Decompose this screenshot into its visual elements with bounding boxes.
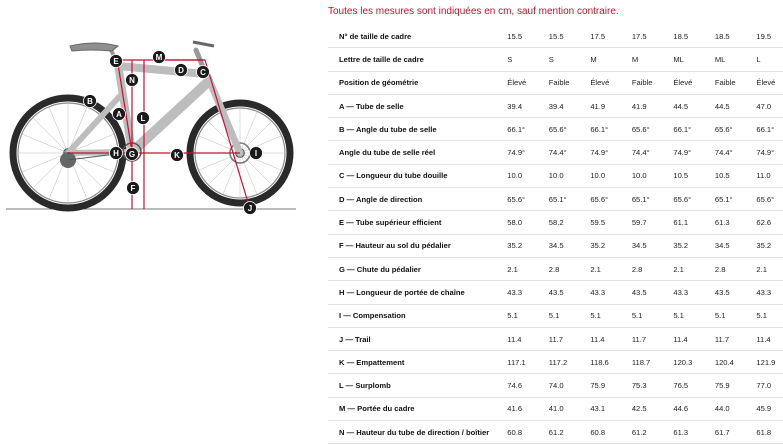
svg-text:G: G — [128, 150, 136, 159]
row-value: 65.6° — [590, 188, 632, 211]
row-value: 65.6° — [756, 188, 783, 211]
row-label: Angle du tube de selle réel — [328, 141, 507, 164]
row-value: 117.2 — [549, 351, 591, 374]
row-value: M — [632, 48, 674, 71]
row-value: 66.1° — [673, 118, 715, 141]
row-value: 43.5 — [715, 281, 757, 304]
svg-text:B: B — [87, 97, 93, 106]
row-value: 10.5 — [673, 164, 715, 187]
row-value: 75.3 — [632, 374, 674, 397]
row-label: M — Portée du cadre — [328, 397, 507, 420]
row-value: 2.8 — [549, 257, 591, 280]
row-value: 41.9 — [632, 94, 674, 117]
row-value: 5.1 — [590, 304, 632, 327]
geometry-row — [328, 48, 783, 71]
row-value: 11.0 — [756, 164, 783, 187]
geometry-row — [328, 397, 783, 420]
svg-text:A: A — [116, 110, 122, 119]
row-label: D — Angle de direction — [328, 188, 507, 211]
row-value: 75.9 — [715, 374, 757, 397]
row-label: K — Empattement — [328, 351, 507, 374]
geometry-row — [328, 351, 783, 374]
geometry-table — [328, 25, 783, 444]
row-value: 121.9 — [756, 351, 783, 374]
row-value: 39.4 — [549, 94, 591, 117]
row-value: L — [756, 48, 783, 71]
svg-text:F: F — [130, 184, 136, 193]
row-value: 2.8 — [632, 257, 674, 280]
row-value: 11.7 — [549, 327, 591, 350]
row-value: 74.9° — [756, 141, 783, 164]
svg-text:L: L — [140, 114, 146, 123]
row-value: 120.3 — [673, 351, 715, 374]
row-value: 5.1 — [756, 304, 783, 327]
row-value: 34.5 — [632, 234, 674, 257]
row-value: 43.3 — [507, 281, 549, 304]
row-value: 61.7 — [715, 421, 757, 444]
row-value: 35.2 — [507, 234, 549, 257]
row-value: 74.0 — [549, 374, 591, 397]
svg-text:K: K — [174, 151, 180, 160]
row-value: 76.5 — [673, 374, 715, 397]
marker-e — [110, 55, 123, 68]
row-value: 61.3 — [673, 421, 715, 444]
geometry-row — [328, 25, 783, 48]
row-value: 18.5 — [673, 25, 715, 48]
measurement-note: Toutes les mesures sont indiquées en cm, sauf mention contraire. — [328, 6, 619, 17]
row-value: 34.5 — [549, 234, 591, 257]
geometry-row — [328, 281, 783, 304]
row-value: 74.4° — [632, 141, 674, 164]
marker-h — [110, 147, 123, 160]
geometry-row — [328, 421, 783, 444]
row-value: Faible — [632, 71, 674, 94]
row-value: 117.1 — [507, 351, 549, 374]
row-value: 65.1° — [632, 188, 674, 211]
row-value: 39.4 — [507, 94, 549, 117]
row-label: A — Tube de selle — [328, 94, 507, 117]
row-value: 42.5 — [632, 397, 674, 420]
marker-d — [175, 64, 188, 77]
row-value: 10.0 — [590, 164, 632, 187]
row-label: N° de taille de cadre — [328, 25, 507, 48]
marker-i — [250, 147, 263, 160]
row-label: E — Tube supérieur efficient — [328, 211, 507, 234]
row-label: N — Hauteur du tube de direction / boîtier — [328, 421, 507, 444]
marker-b — [84, 95, 97, 108]
row-value: 44.5 — [673, 94, 715, 117]
row-value: 74.6 — [507, 374, 549, 397]
row-value: 41.0 — [549, 397, 591, 420]
row-value: 66.1° — [590, 118, 632, 141]
row-label: G — Chute du pédalier — [328, 257, 507, 280]
row-label: L — Surplomb — [328, 374, 507, 397]
row-value: 17.5 — [632, 25, 674, 48]
row-value: 2.8 — [715, 257, 757, 280]
marker-a — [113, 108, 126, 121]
row-label: C — Longueur du tube douille — [328, 164, 507, 187]
row-value: 45.9 — [756, 397, 783, 420]
geometry-row — [328, 374, 783, 397]
row-value: Élevé — [507, 71, 549, 94]
row-value: 59.7 — [632, 211, 674, 234]
geometry-row — [328, 327, 783, 350]
row-value: 35.2 — [756, 234, 783, 257]
row-value: 61.1 — [673, 211, 715, 234]
row-value: 65.6° — [507, 188, 549, 211]
row-value: S — [507, 48, 549, 71]
row-value: M — [590, 48, 632, 71]
row-value: 61.8 — [756, 421, 783, 444]
svg-text:J: J — [247, 204, 253, 213]
svg-text:H: H — [113, 149, 119, 158]
row-value: 59.5 — [590, 211, 632, 234]
row-value: 10.5 — [715, 164, 757, 187]
row-label: Lettre de taille de cadre — [328, 48, 507, 71]
geometry-row — [328, 234, 783, 257]
row-value: 61.2 — [632, 421, 674, 444]
row-value: ML — [715, 48, 757, 71]
row-value: 61.3 — [715, 211, 757, 234]
geometry-row — [328, 211, 783, 234]
row-value: 41.9 — [590, 94, 632, 117]
row-value: 2.1 — [673, 257, 715, 280]
geometry-row — [328, 141, 783, 164]
geometry-row — [328, 257, 783, 280]
row-value: 43.1 — [590, 397, 632, 420]
row-value: 15.5 — [549, 25, 591, 48]
marker-n — [126, 74, 139, 87]
row-value: 11.4 — [590, 327, 632, 350]
row-value: 74.9° — [590, 141, 632, 164]
row-value: 61.2 — [549, 421, 591, 444]
row-value: Élevé — [756, 71, 783, 94]
row-value: 5.1 — [549, 304, 591, 327]
row-value: 60.8 — [590, 421, 632, 444]
row-value: 5.1 — [673, 304, 715, 327]
row-label: Position de géométrie — [328, 71, 507, 94]
row-value: 5.1 — [632, 304, 674, 327]
geometry-row — [328, 188, 783, 211]
row-value: 74.9° — [507, 141, 549, 164]
row-value: Élevé — [590, 71, 632, 94]
row-value: 58.0 — [507, 211, 549, 234]
row-label: H — Longueur de portée de chaîne — [328, 281, 507, 304]
row-value: 43.5 — [632, 281, 674, 304]
row-label: I — Compensation — [328, 304, 507, 327]
row-value: 118.7 — [632, 351, 674, 374]
svg-text:C: C — [200, 68, 206, 77]
row-value: Faible — [715, 71, 757, 94]
row-value: 41.6 — [507, 397, 549, 420]
geometry-row — [328, 71, 783, 94]
row-value: S — [549, 48, 591, 71]
row-value: 5.1 — [507, 304, 549, 327]
row-value: 43.5 — [549, 281, 591, 304]
row-value: 120.4 — [715, 351, 757, 374]
row-value: 2.1 — [590, 257, 632, 280]
row-value: 35.2 — [673, 234, 715, 257]
row-value: 11.4 — [507, 327, 549, 350]
geometry-row — [328, 118, 783, 141]
row-value: Faible — [549, 71, 591, 94]
row-value: 65.6° — [549, 118, 591, 141]
marker-c — [197, 66, 210, 79]
row-value: 2.1 — [756, 257, 783, 280]
row-value: 74.4° — [549, 141, 591, 164]
svg-text:D: D — [178, 66, 184, 75]
geometry-row — [328, 164, 783, 187]
row-value: 11.4 — [673, 327, 715, 350]
row-value: 44.6 — [673, 397, 715, 420]
row-value: 35.2 — [590, 234, 632, 257]
marker-f — [127, 182, 140, 195]
row-value: 58.2 — [549, 211, 591, 234]
row-label: B — Angle du tube de selle — [328, 118, 507, 141]
row-value: 77.0 — [756, 374, 783, 397]
row-value: 62.6 — [756, 211, 783, 234]
row-value: 66.1° — [756, 118, 783, 141]
marker-j — [244, 202, 257, 215]
row-value: 5.1 — [715, 304, 757, 327]
marker-l — [137, 112, 150, 125]
row-value: 10.0 — [549, 164, 591, 187]
row-value: 10.0 — [507, 164, 549, 187]
row-value: 74.4° — [715, 141, 757, 164]
svg-text:E: E — [113, 57, 119, 66]
row-value: 65.6° — [715, 118, 757, 141]
row-value: 43.3 — [756, 281, 783, 304]
row-value: 47.0 — [756, 94, 783, 117]
row-value: 19.5 — [756, 25, 783, 48]
row-value: 2.1 — [507, 257, 549, 280]
marker-g — [126, 148, 139, 161]
row-value: 43.3 — [673, 281, 715, 304]
row-value: 11.4 — [756, 327, 783, 350]
row-value: 17.5 — [590, 25, 632, 48]
row-value: 65.1° — [715, 188, 757, 211]
row-value: 10.0 — [632, 164, 674, 187]
row-value: 75.9 — [590, 374, 632, 397]
row-value: 34.5 — [715, 234, 757, 257]
geometry-lines — [68, 60, 250, 209]
marker-k — [171, 149, 184, 162]
row-value: 65.6° — [632, 118, 674, 141]
geometry-row — [328, 94, 783, 117]
row-value: 11.7 — [632, 327, 674, 350]
row-value: 18.5 — [715, 25, 757, 48]
svg-text:N: N — [129, 76, 135, 85]
marker-m — [153, 51, 166, 64]
row-value: 65.6° — [673, 188, 715, 211]
row-value: 43.3 — [590, 281, 632, 304]
row-value: 15.5 — [507, 25, 549, 48]
geometry-row — [328, 304, 783, 327]
row-value: 11.7 — [715, 327, 757, 350]
row-value: 118.6 — [590, 351, 632, 374]
row-value: 74.9° — [673, 141, 715, 164]
svg-text:I: I — [254, 149, 258, 158]
row-value: 65.1° — [549, 188, 591, 211]
row-value: Élevé — [673, 71, 715, 94]
row-label: F — Hauteur au sol du pédalier — [328, 234, 507, 257]
svg-text:M: M — [155, 53, 163, 62]
row-value: 66.1° — [507, 118, 549, 141]
row-value: 44.5 — [715, 94, 757, 117]
row-value: ML — [673, 48, 715, 71]
saddle-and-bars — [70, 42, 214, 51]
row-value: 60.8 — [507, 421, 549, 444]
row-value: 44.0 — [715, 397, 757, 420]
bike-geometry-diagram — [0, 0, 310, 230]
row-label: J — Trail — [328, 327, 507, 350]
